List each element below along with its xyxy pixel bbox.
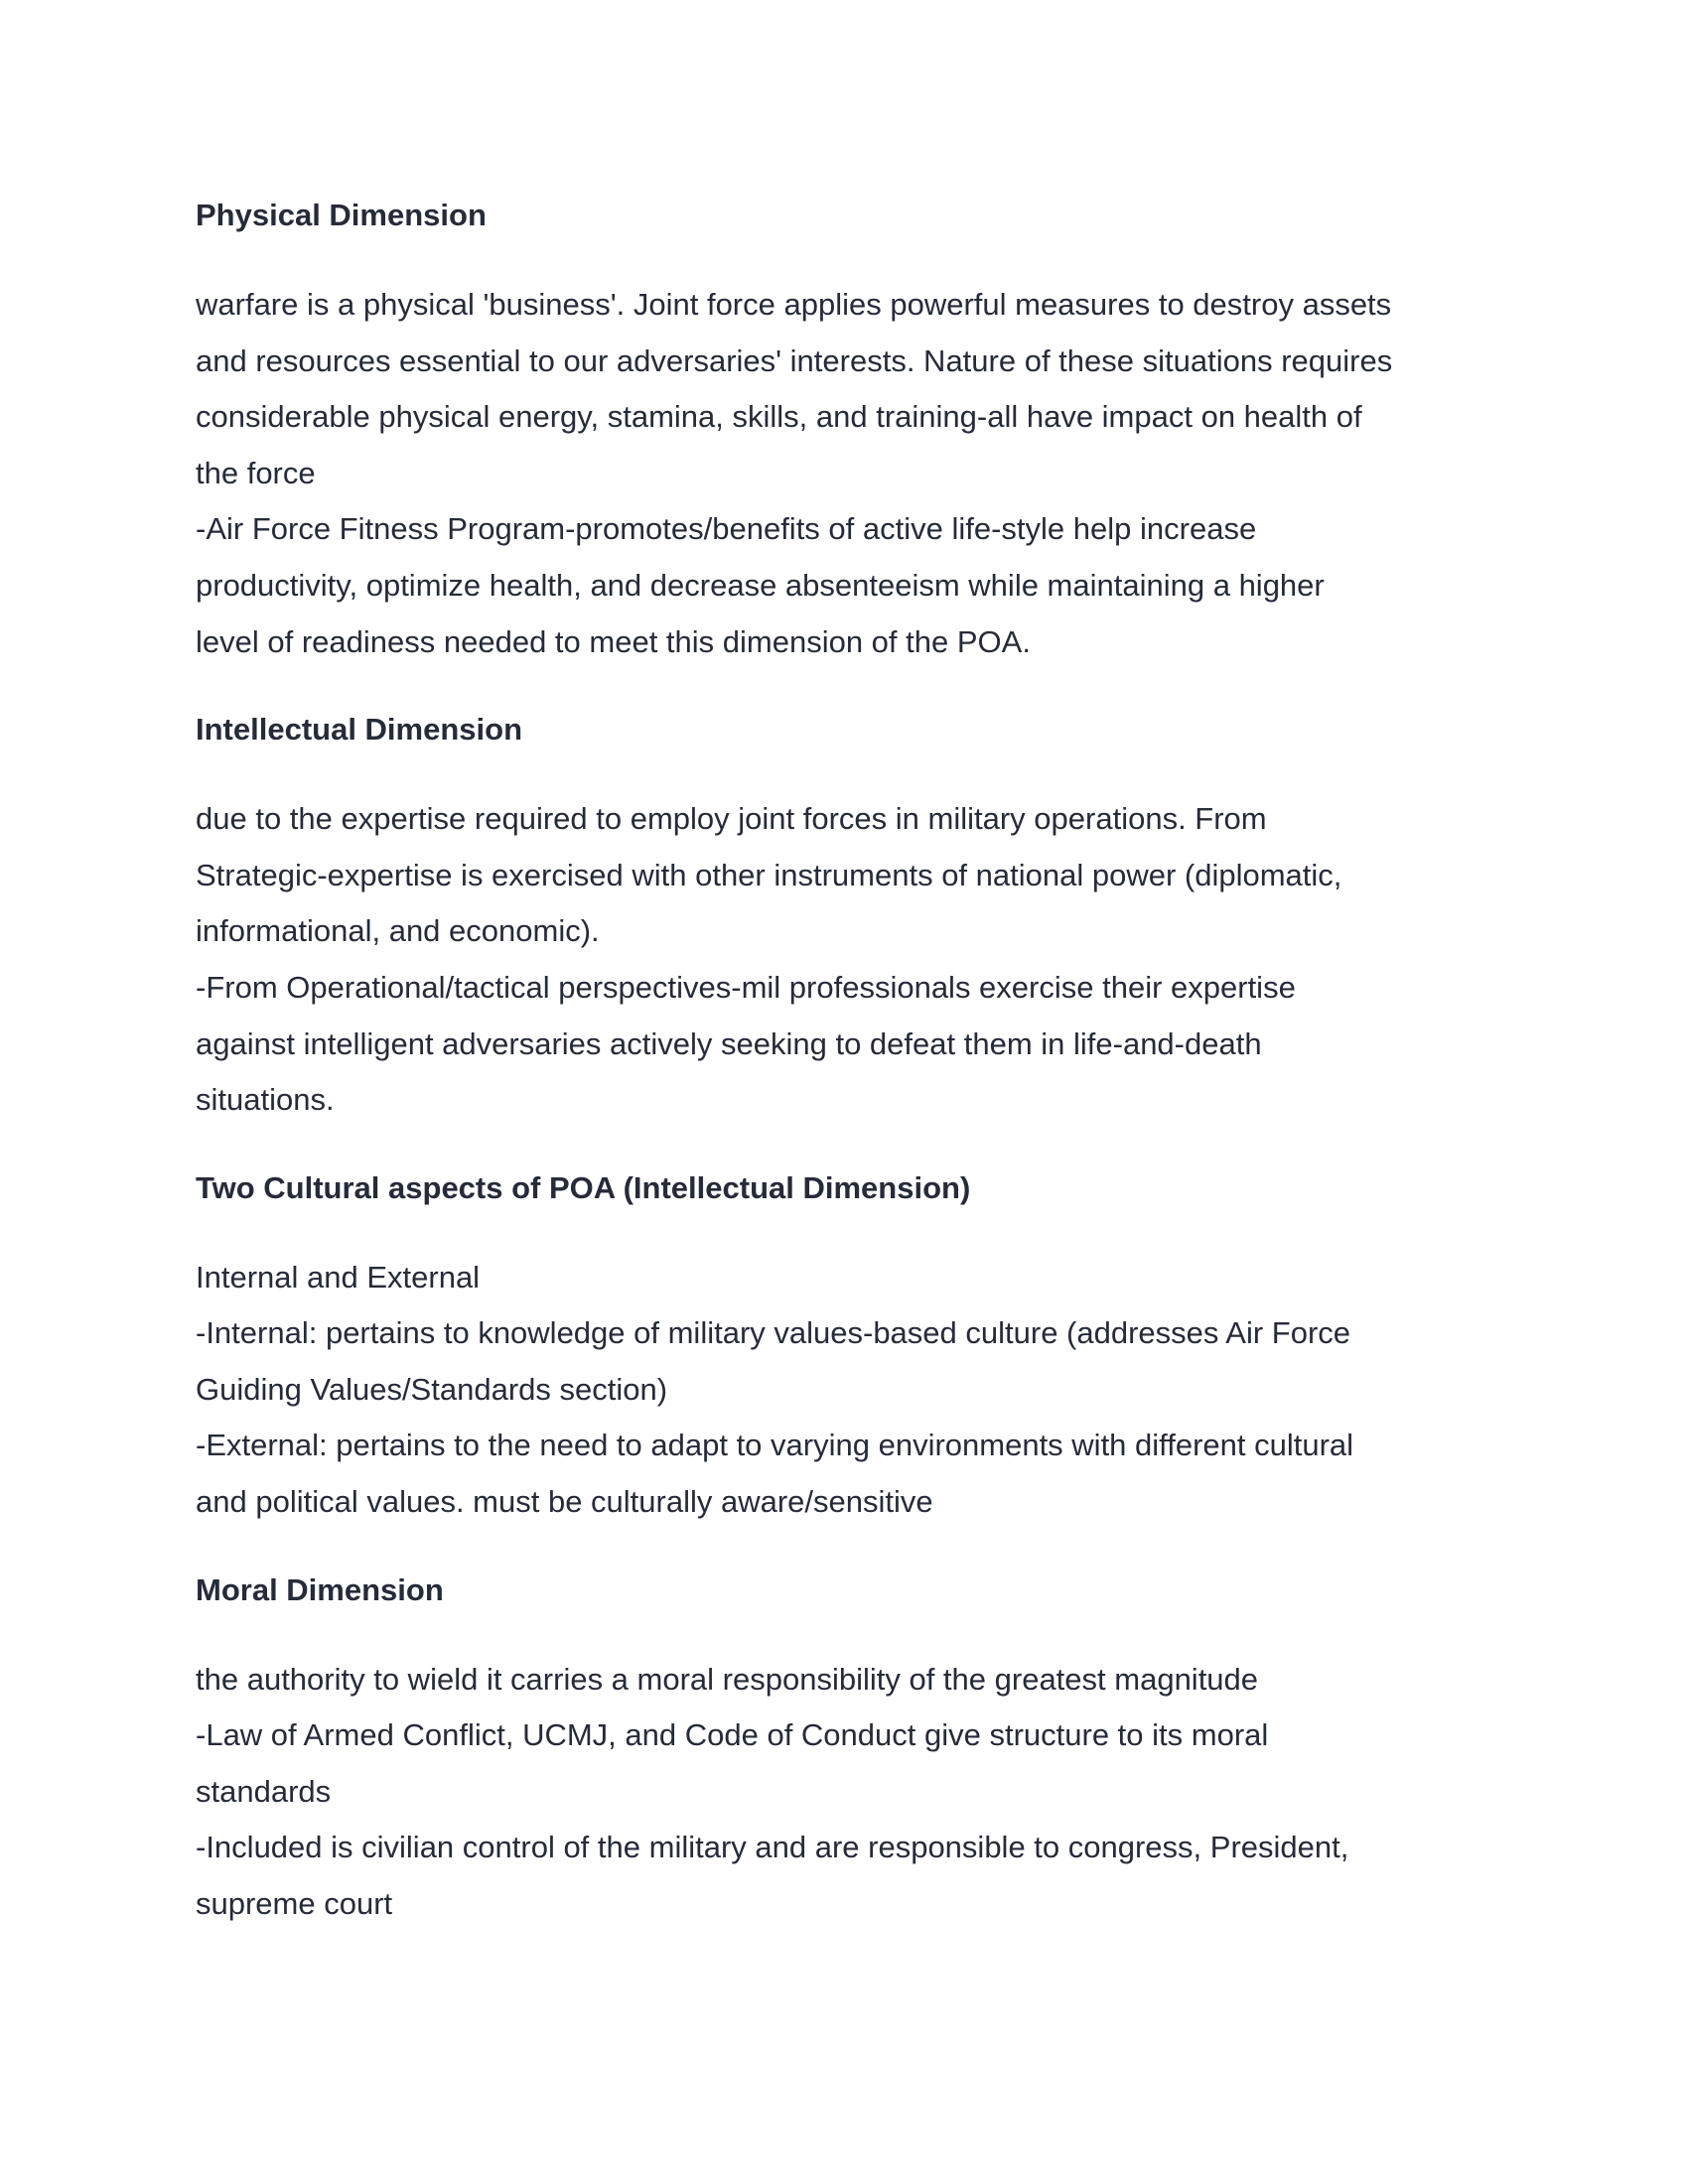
body-text-line: informational, and economic).	[196, 913, 600, 949]
body-text-line: due to the expertise required to employ joint forces in military operations. From	[196, 801, 1267, 837]
section	[196, 1160, 1506, 1531]
body-text-line: Strategic-expertise is exercised with other instruments of national power (diplomatic,	[196, 857, 1342, 892]
section-heading: Two Cultural aspects of POA (Intellectual Dimension)	[196, 1169, 971, 1205]
body-text-line: against intelligent adversaries actively seeking to defeat them in life-and-death	[196, 1025, 1262, 1061]
body-text-line: standards	[196, 1773, 332, 1809]
section-heading: Intellectual Dimension	[196, 712, 523, 748]
body-text-line: -External: pertains to the need to adapt to varying environments with different cultural	[196, 1428, 1354, 1463]
body-text-line: -Internal: pertains to knowledge of military values-based culture (addresses Air Force	[196, 1315, 1351, 1351]
section-heading: Moral Dimension	[196, 1571, 444, 1607]
body-text-line: considerable physical energy, stamina, skills, and training-all have impact on health of	[196, 399, 1362, 435]
body-text-line: -Law of Armed Conflict, UCMJ, and Code of Conduct give structure to its moral	[196, 1717, 1269, 1753]
body-text-line: situations.	[196, 1082, 335, 1118]
body-text-line: the authority to wield it carries a moral responsibility of the greatest magnitude	[196, 1661, 1259, 1697]
body-text-line: Guiding Values/Standards section)	[196, 1371, 668, 1407]
body-text-line: warfare is a physical 'business'. Joint force applies powerful measures to destroy assets	[196, 286, 1392, 322]
body-text-line: productivity, optimize health, and decrease absenteeism while maintaining a higher	[196, 567, 1325, 603]
body-text-line: level of readiness needed to meet this dimension of the POA.	[196, 623, 1031, 659]
body-text-line: and resources essential to our adversaries' interests. Nature of these situations requires	[196, 342, 1393, 378]
body-text-line: supreme court	[196, 1886, 393, 1921]
body-text-line: the force	[196, 455, 316, 490]
section	[196, 188, 1506, 670]
section	[196, 1563, 1506, 1933]
body-text-line: -From Operational/tactical perspectives-mil professionals exercise their expertise	[196, 969, 1296, 1005]
body-text-line: Internal and External	[196, 1259, 481, 1295]
body-text-line: and political values. must be culturally aware/sensitive	[196, 1484, 933, 1520]
section	[196, 702, 1506, 1129]
section-heading: Physical Dimension	[196, 198, 487, 232]
body-text-line: -Air Force Fitness Program-promotes/benefits of active life-style help increase	[196, 511, 1257, 547]
body-text-line: -Included is civilian control of the military and are responsible to congress, President,	[196, 1830, 1349, 1865]
document-page	[196, 188, 1506, 1965]
